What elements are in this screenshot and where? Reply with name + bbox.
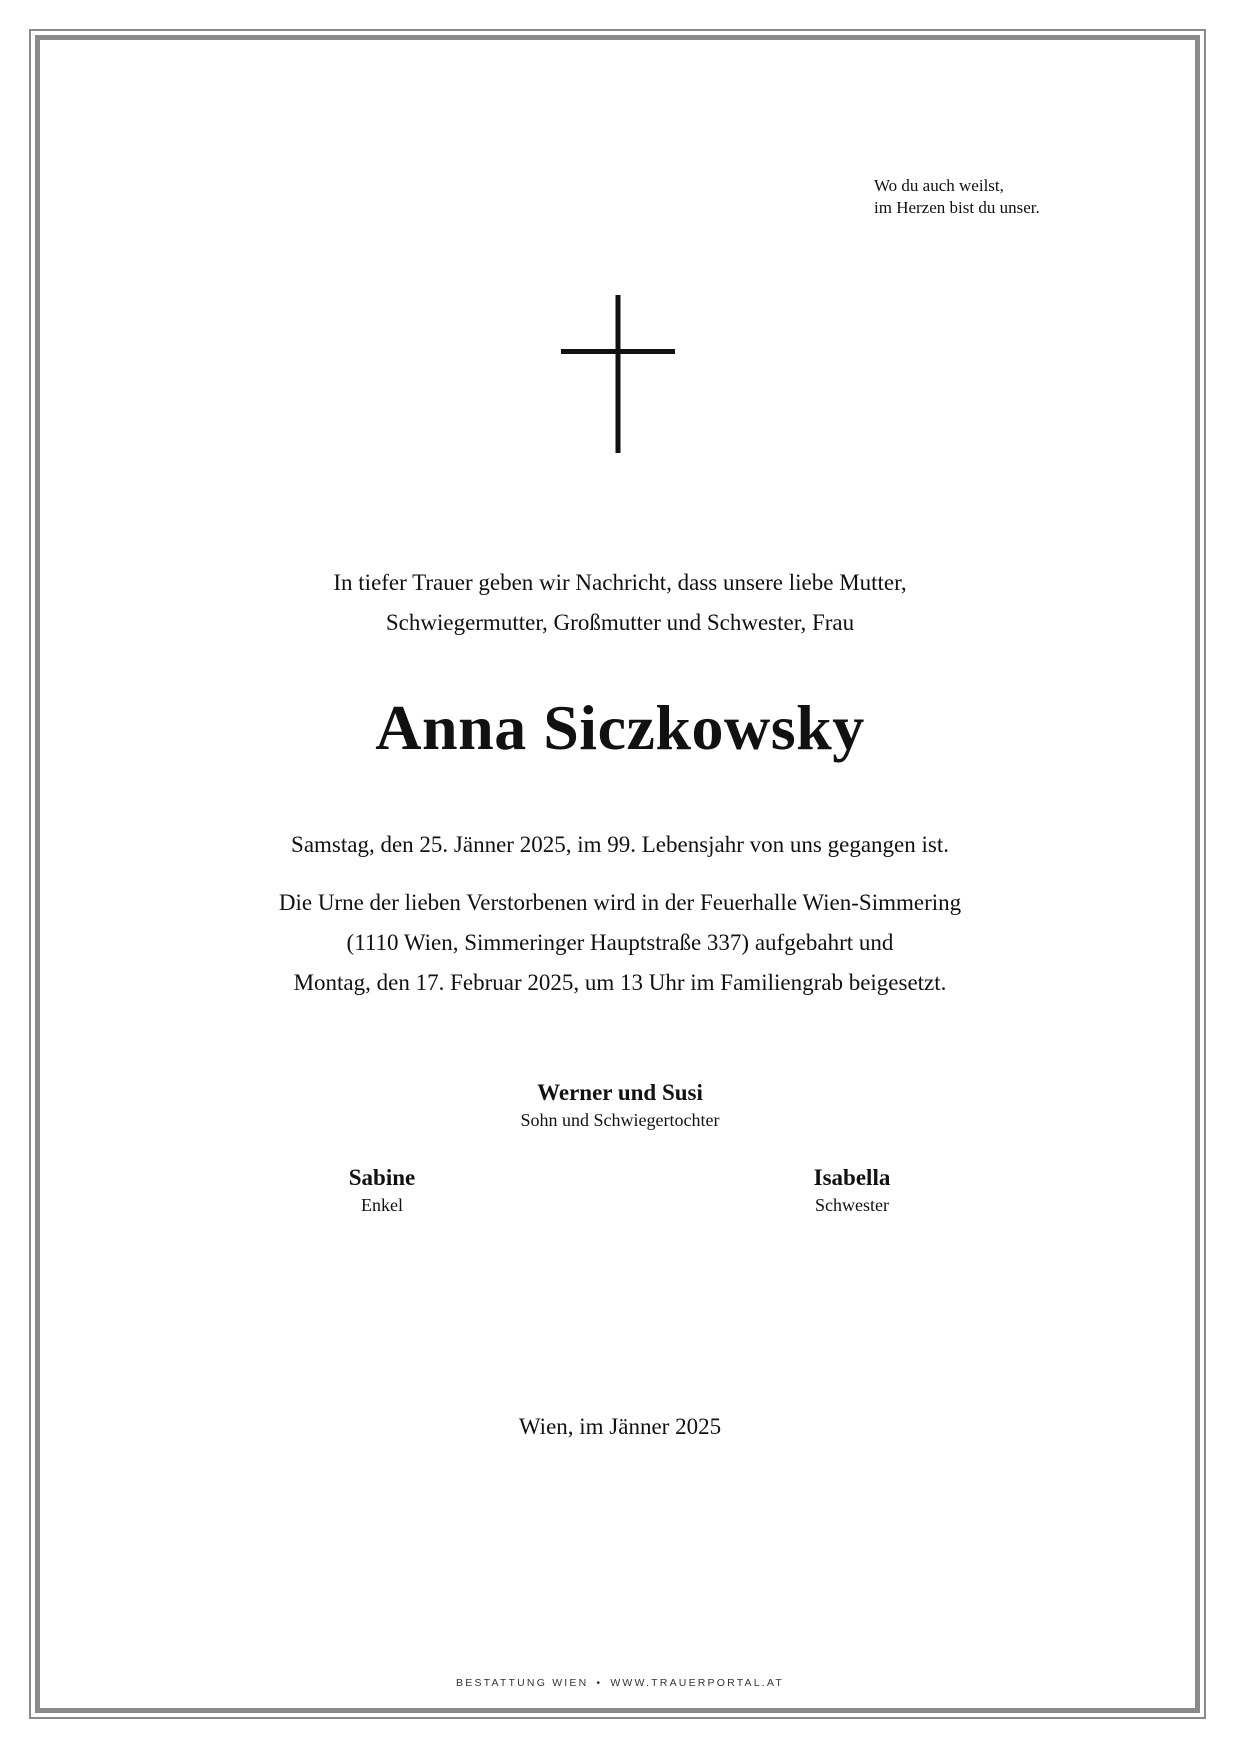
announcement-intro — [0, 563, 1240, 643]
mourner-name: Werner und Susi — [537, 1080, 703, 1105]
mourner-grandchild — [232, 1164, 532, 1218]
ceremony-details — [0, 883, 1240, 1003]
motto-line-1: Wo du auch weilst, — [874, 176, 1004, 195]
inner-border — [35, 35, 1200, 1713]
footer — [0, 1677, 1240, 1689]
mourner-name: Sabine — [348, 1165, 416, 1190]
ceremony-line-1: Die Urne der lieben Verstorbenen wird in der Feuerhalle Wien-Simmering — [278, 890, 962, 915]
mourner-sister — [702, 1164, 1002, 1218]
footer-separator: • — [596, 1677, 603, 1689]
intro-line-1: In tiefer Trauer geben wir Nachricht, dass unsere liebe Mutter, — [333, 570, 907, 595]
latin-cross-icon — [561, 295, 675, 453]
footer-company: BESTATTUNG WIEN — [456, 1677, 589, 1689]
footer-website-link[interactable]: WWW.TRAUERPORTAL.AT — [610, 1677, 784, 1689]
mourner-relation: Enkel — [361, 1195, 403, 1215]
place-and-date: Wien, im Jänner 2025 — [518, 1414, 722, 1439]
motto-quote — [874, 175, 1040, 219]
mourner-name: Isabella — [813, 1165, 891, 1190]
date-of-death-line: Samstag, den 25. Jänner 2025, im 99. Lebensjahr von uns gegangen ist. — [291, 832, 949, 857]
intro-line-2: Schwiegermutter, Großmutter und Schwester, Frau — [385, 610, 855, 635]
mourner-relation: Sohn und Schwiegertochter — [520, 1110, 720, 1130]
ceremony-line-2: (1110 Wien, Simmeringer Hauptstraße 337) aufgebahrt und — [346, 930, 894, 955]
motto-line-2: im Herzen bist du unser. — [874, 198, 1040, 217]
ceremony-line-3: Montag, den 17. Februar 2025, um 13 Uhr im Familiengrab beigesetzt. — [293, 970, 947, 995]
mourner-relation: Schwester — [815, 1195, 889, 1215]
mourner-son — [420, 1079, 820, 1133]
deceased-name: Anna Siczkowsky — [375, 692, 865, 763]
